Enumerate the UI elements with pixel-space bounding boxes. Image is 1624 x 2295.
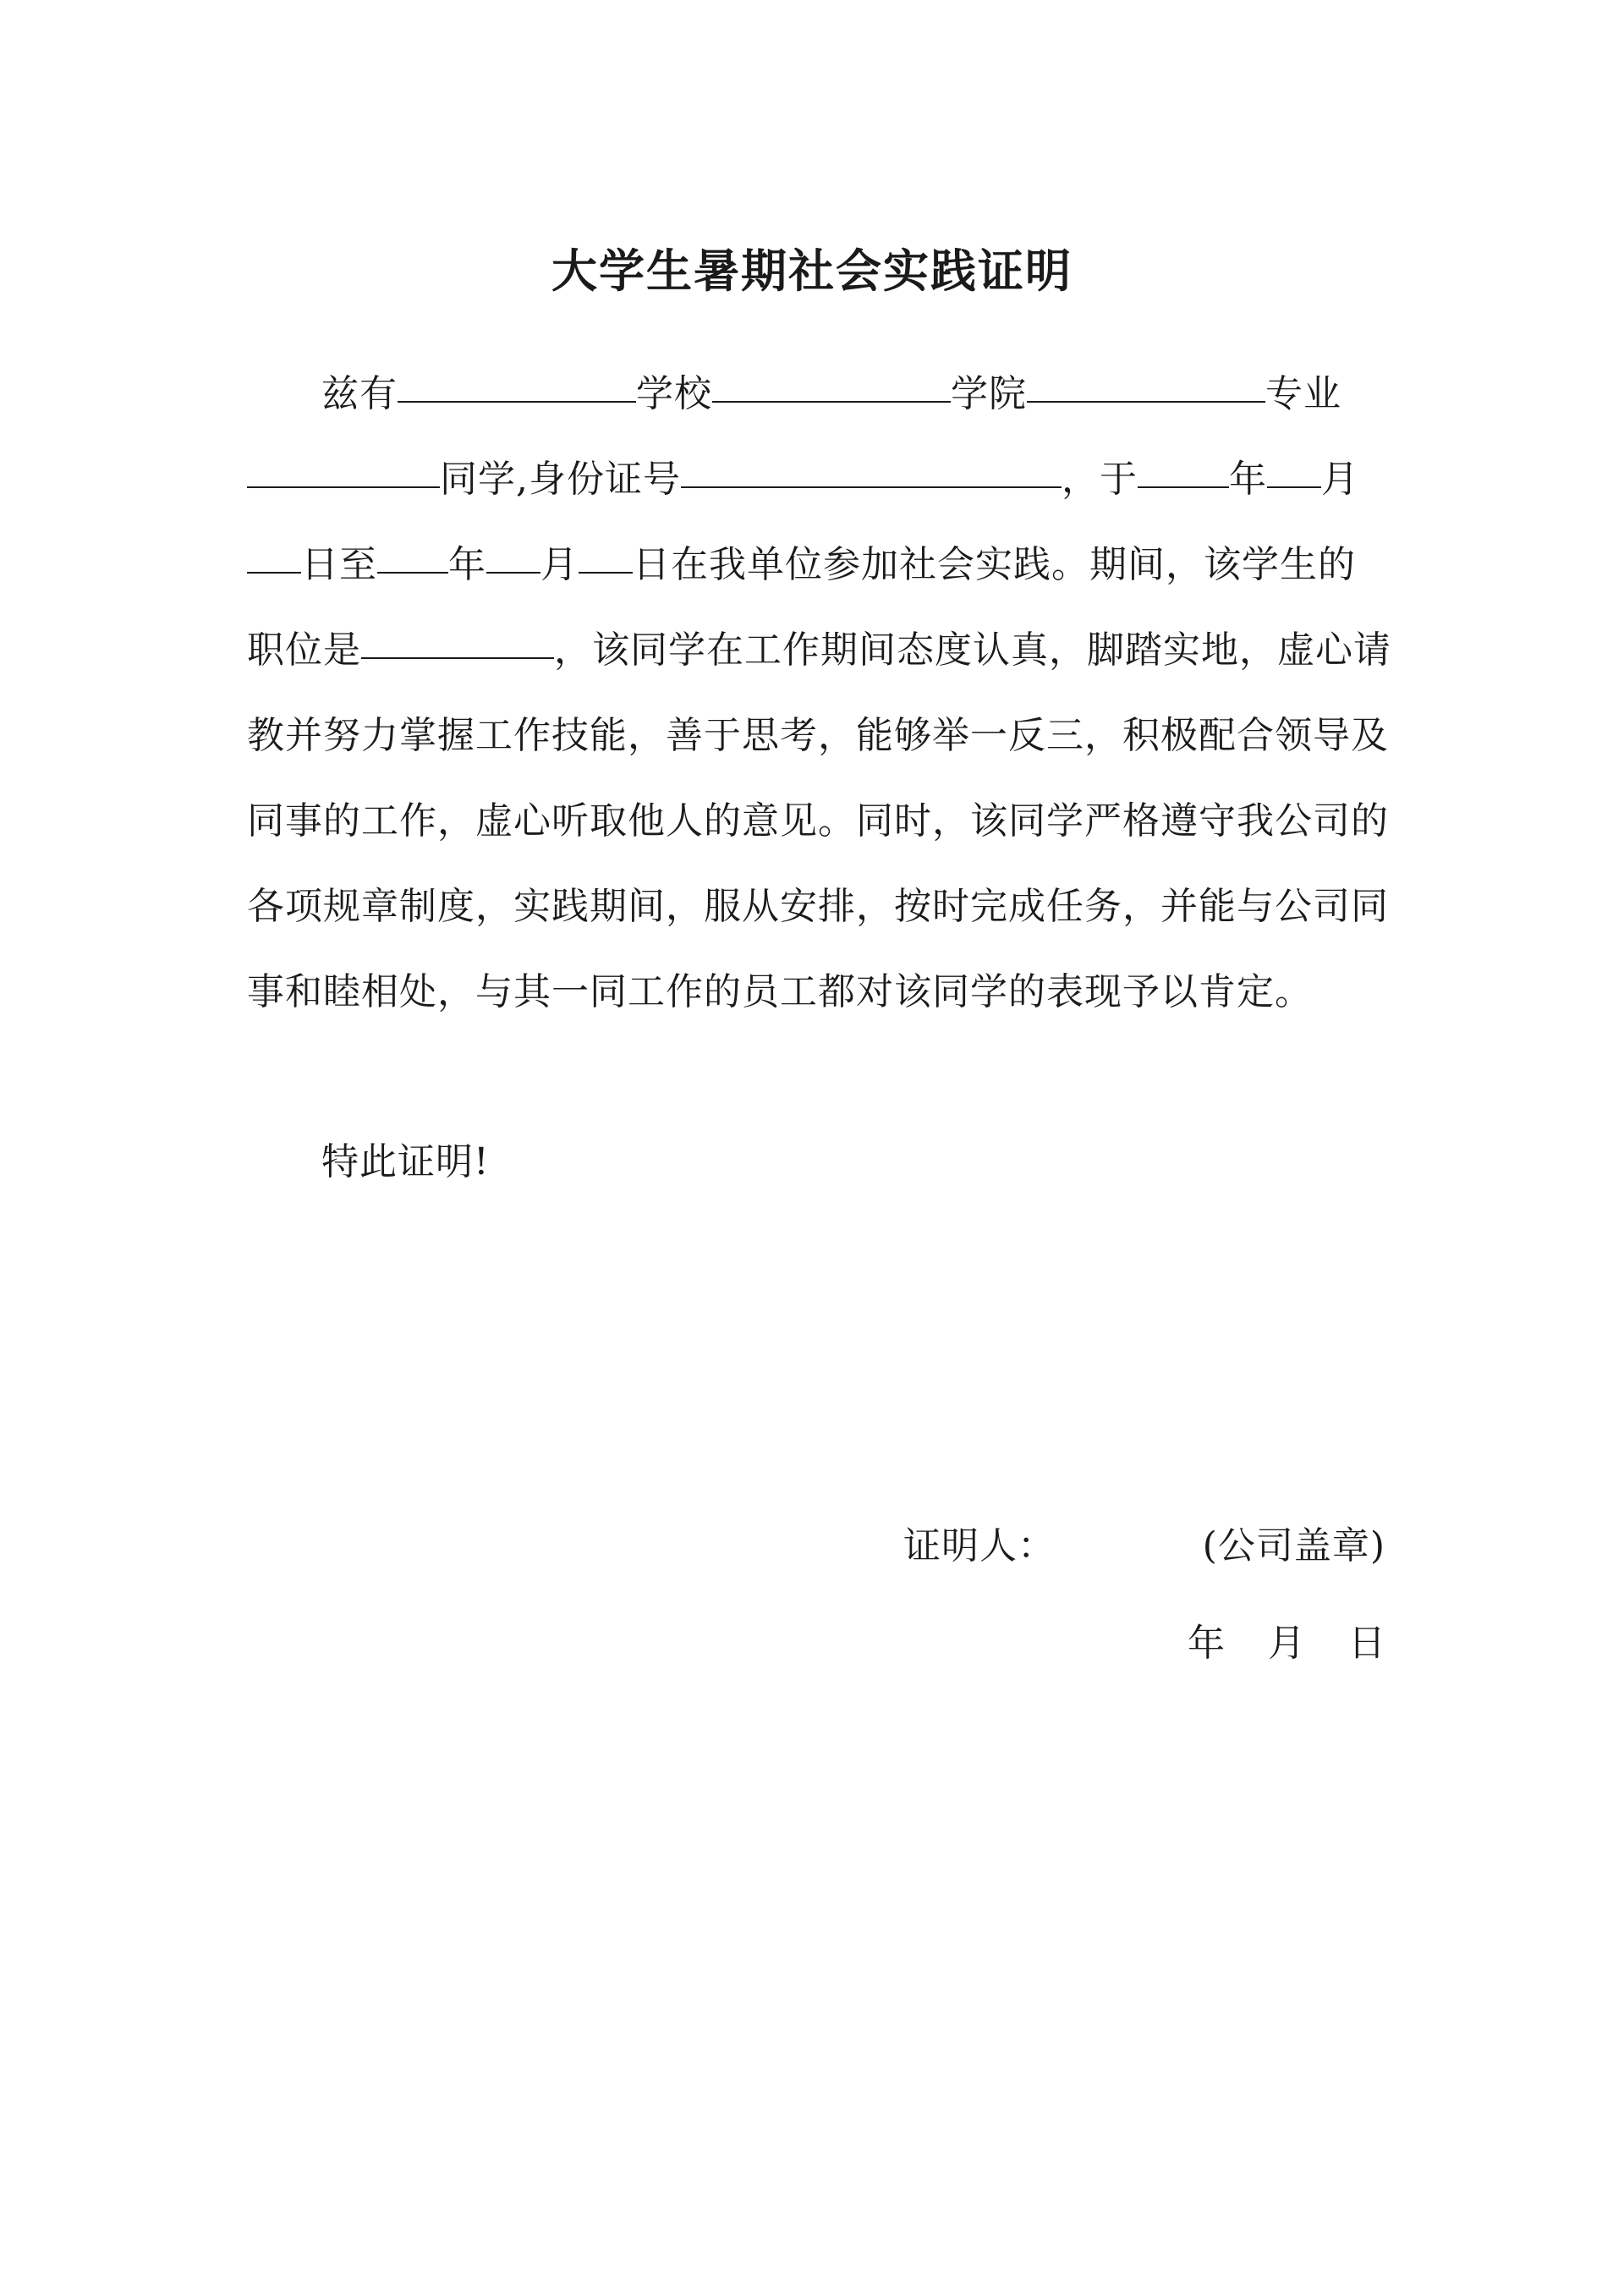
text-line-4-rest: ，该同学在工作期间态度认真，脚踏实地，虚心请 bbox=[554, 629, 1391, 672]
student-name-blank[interactable] bbox=[247, 449, 440, 488]
end-month-blank[interactable] bbox=[486, 535, 540, 574]
start-day-blank[interactable] bbox=[247, 535, 301, 574]
end-day-blank[interactable] bbox=[579, 535, 633, 574]
text-id-label: 同学,身份证号 bbox=[440, 458, 681, 501]
document-title: 大学生暑期社会实践证明 bbox=[551, 244, 1073, 298]
text-from: ，于 bbox=[1062, 458, 1138, 501]
date-day-label: 日 bbox=[1348, 1622, 1385, 1665]
start-year-blank[interactable] bbox=[1138, 449, 1229, 488]
body-line-7: 各项规章制度，实践期间，服从安排，按时完成任务，并能与公司同 bbox=[247, 885, 1389, 928]
signature-date bbox=[1188, 1622, 1385, 1666]
text-major: 专业 bbox=[1265, 372, 1341, 415]
signer-row bbox=[903, 1524, 1385, 1569]
body-line-6: 同事的工作，虚心听取他人的意见。同时，该同学严格遵守我公司的 bbox=[247, 799, 1389, 843]
closing-statement: 特此证明! bbox=[321, 1140, 490, 1183]
date-year-label: 年 bbox=[1188, 1622, 1225, 1665]
body-line-4 bbox=[247, 607, 1391, 693]
college-blank[interactable] bbox=[712, 364, 951, 403]
position-blank[interactable] bbox=[361, 620, 554, 659]
signer-label: 证明人： bbox=[903, 1524, 1056, 1568]
text-end-year: 年 bbox=[448, 543, 486, 586]
body-line-1 bbox=[247, 351, 1383, 436]
text-start-year: 年 bbox=[1229, 458, 1267, 501]
text-college: 学院 bbox=[951, 372, 1027, 415]
text-end-month: 月 bbox=[540, 543, 579, 586]
body-line-5: 教并努力掌握工作技能，善于思考，能够举一反三，积极配合领导及 bbox=[247, 714, 1389, 757]
text-zi-you: 兹有 bbox=[321, 372, 398, 415]
text-start-day-to: 日至 bbox=[301, 543, 377, 586]
body-line-3 bbox=[247, 522, 1383, 607]
start-month-blank[interactable] bbox=[1267, 449, 1321, 488]
major-blank[interactable] bbox=[1027, 364, 1265, 403]
text-end-day-rest: 日在我单位参加社会实践。期间，该学生的 bbox=[633, 543, 1356, 586]
end-year-blank[interactable] bbox=[377, 535, 448, 574]
text-position-label: 职位是 bbox=[247, 629, 361, 672]
body-line-8: 事和睦相处，与其一同工作的员工都对该同学的表现予以肯定。 bbox=[247, 970, 1313, 1013]
text-start-month: 月 bbox=[1321, 458, 1359, 501]
certificate-body bbox=[247, 351, 1391, 1035]
id-number-blank[interactable] bbox=[681, 449, 1062, 488]
date-month-label: 月 bbox=[1268, 1622, 1305, 1665]
company-seal-label: (公司盖章) bbox=[1202, 1524, 1385, 1568]
body-line-2 bbox=[247, 436, 1383, 522]
school-blank[interactable] bbox=[398, 364, 636, 403]
text-school: 学校 bbox=[636, 372, 712, 415]
